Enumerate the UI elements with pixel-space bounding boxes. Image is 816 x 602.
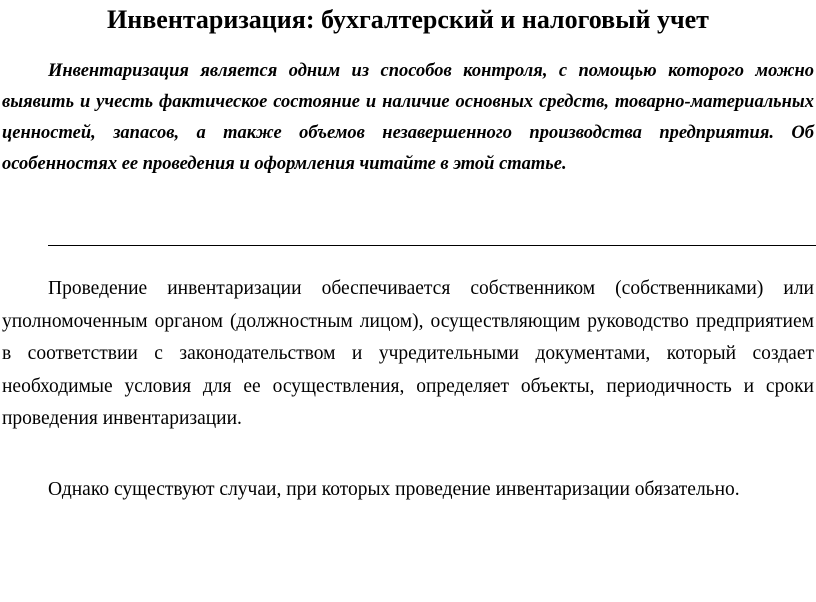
page-title: Инвентаризация: бухгалтерский и налоговый учет bbox=[107, 5, 709, 34]
lead-paragraph: Инвентаризация является одним из способов контроля, с помощью которого можно выявить и учесть фактическое состояние и наличие основных средств, товарно-материальных ценностей, запасов, а также объемов незавершенного производства предприятия. Об особенностях ее проведения и оформления читайте в этой статье. bbox=[2, 61, 814, 174]
body-paragraph-1: Проведение инвентаризации обеспечивается собственником (собственниками) или уполномоченным органом (должностным лицом), осуществляющим руководство предприятием в соответствии с законодательством и учредительными документами, который создает необходимые условия для ее осуществления, определяет объекты, периодичность и сроки проведения инвентаризации. bbox=[2, 278, 814, 429]
body-paragraph-2: Однако существуют случаи, при которых проведение инвентаризации обязательно. bbox=[48, 479, 740, 500]
horizontal-divider bbox=[48, 245, 816, 246]
